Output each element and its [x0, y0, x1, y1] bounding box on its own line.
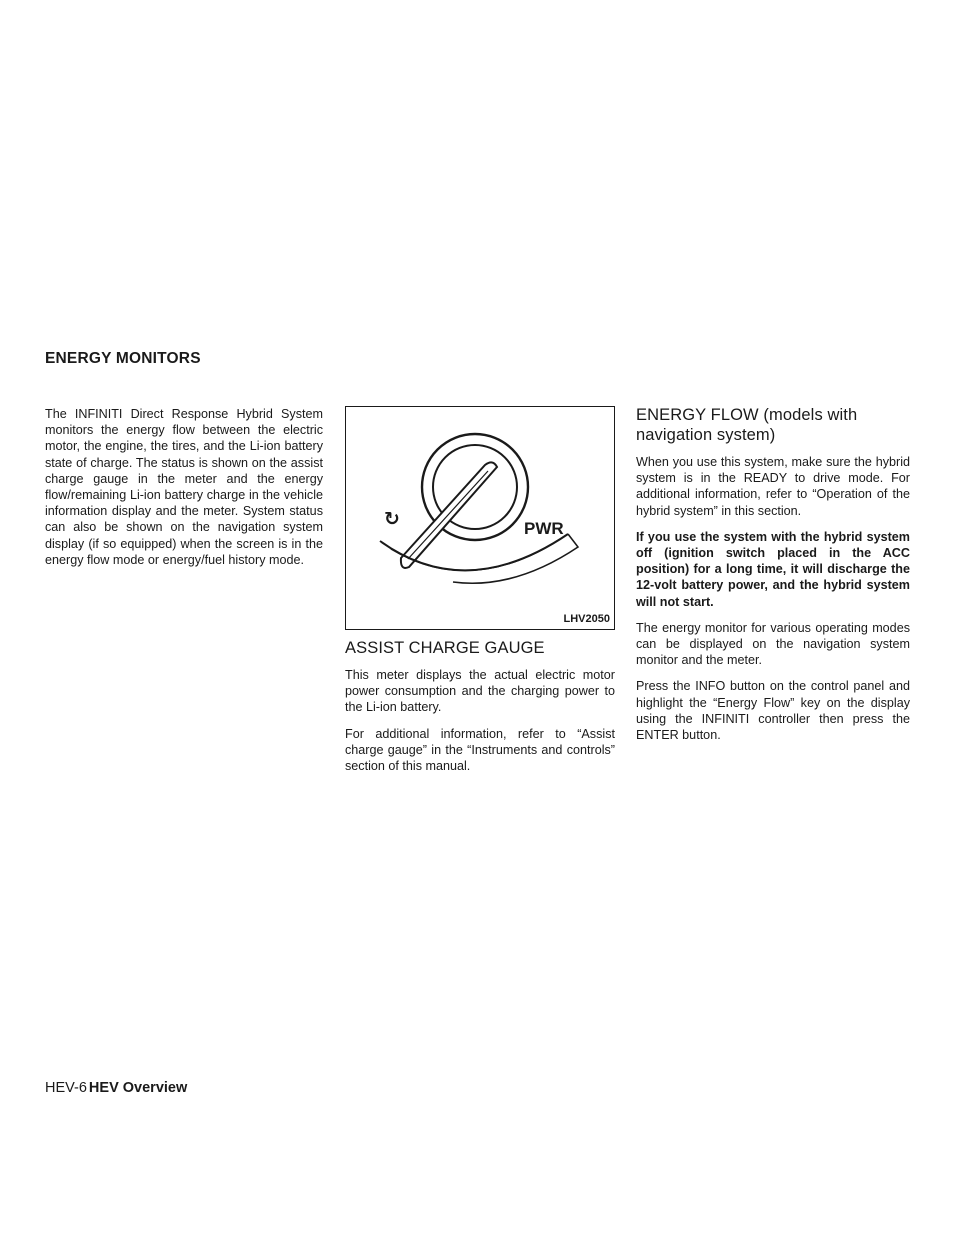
energy-flow-heading: ENERGY FLOW (models with navigation system) — [636, 406, 858, 444]
assist-paragraph-1: This meter displays the actual electric motor power consumption and the charging power to the Li-ion battery. — [345, 668, 615, 715]
page-footer — [45, 1080, 187, 1096]
page-number: HEV-6 — [45, 1080, 87, 1096]
regen-charge-icon: ↻ — [384, 508, 400, 530]
energy-flow-paragraph-2: The energy monitor for various operating modes can be displayed on the navigation system monitor and the meter. — [636, 620, 910, 668]
assist-paragraph-2: For additional information, refer to “Assist charge gauge” in the “Instruments and controls” section of this manual. — [345, 726, 615, 774]
assist-charge-gauge-heading: ASSIST CHARGE GAUGE — [345, 639, 545, 657]
column-assist-gauge — [345, 406, 615, 784]
column-energy-flow — [636, 405, 910, 753]
figure-code: LHV2050 — [563, 612, 610, 625]
power-label: PWR — [524, 519, 564, 538]
energy-flow-paragraph-1: When you use this system, make sure the hybrid system is in the READY to drive mode. For additional information, refer to “Operation of the hybrid system” in this section. — [636, 455, 910, 518]
assist-charge-gauge-figure — [345, 406, 615, 630]
gauge-illustration — [346, 407, 614, 629]
footer-section-name: HEV Overview — [88, 1080, 188, 1096]
energy-flow-warning: If you use the system with the hybrid system off (ignition switch placed in the ACC position) for a long time, it will discharge the 12-volt battery power, and the hybrid system will not start. — [636, 529, 910, 609]
gauge-segment-empty — [514, 551, 540, 562]
intro-paragraph: The INFINITI Direct Response Hybrid System monitors the energy flow between the electric motor, the engine, the tires, and the Li-ion battery state of charge. The status is shown on the assist charge gauge in the meter and the energy flow/remaining Li-ion battery charge in the vehicle information display and the meter. System status can also be shown on the navigation system display (if so equipped) when the screen is in the energy flow mode or energy/fuel history mode. — [45, 407, 323, 567]
column-intro — [45, 406, 323, 578]
section-title: ENERGY MONITORS — [45, 350, 201, 367]
energy-flow-paragraph-3: Press the INFO button on the control panel and highlight the “Energy Flow” key on the display using the INFINITI controller then press the ENTER button. — [636, 679, 910, 743]
